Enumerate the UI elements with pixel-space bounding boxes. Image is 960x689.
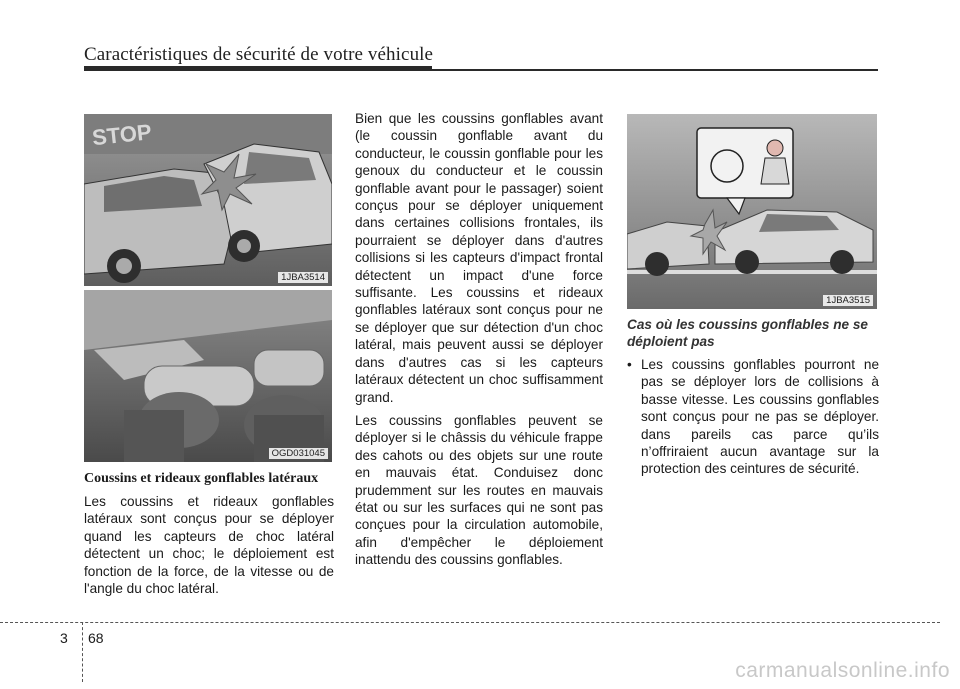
left-text-column [84, 470, 334, 603]
figure-code: 1JBA3515 [823, 295, 873, 306]
page-number: 68 [88, 630, 104, 646]
footer-rule [0, 622, 940, 623]
header-rule-thin [432, 69, 878, 71]
rear-collision-photo [627, 114, 877, 309]
body-paragraph: Les coussins et rideaux gonflables latéraux sont conçus pour se déployer quand les capteurs de choc latéral détectent un choc; le déploiement est fonction de la force, de la vitesse ou de l'angle du choc latéral. [84, 494, 334, 597]
bullet-item [627, 356, 879, 478]
figure-code: OGD031045 [269, 448, 328, 459]
page-header-title: Caractéristiques de sécurité de votre véhicule [84, 44, 434, 65]
header-rule-thick [84, 66, 432, 71]
rear-collision-illustration [627, 114, 877, 309]
chapter-number: 3 [60, 630, 68, 646]
body-paragraph: Les coussins gonflables peuvent se déployer si le châssis du véhicule frappe des cahots ou des objets sur une route en mauvais état. Conduisez donc prudemment sur les routes en mauvais état ou sur les surfaces qui ne sont pas conçues pour la circulation automobile, afin d'empêcher le déploiement inattendu des coussins gonflables. [355, 412, 603, 568]
road-stop-marking: STOP [90, 119, 153, 151]
figure-code: 1JBA3514 [278, 272, 328, 283]
interior-airbag-photo [84, 290, 332, 462]
section-heading: Cas où les coussins gonflables ne se déploient pas [627, 317, 868, 349]
collision-illustration [84, 114, 332, 286]
bullet-text: Les coussins gonflables pourront ne pas se déployer lors de collisions à basse vitesse. Les coussins gonflables sont conçus pour ne pas se déployer. dans pareils cas parce qu’ils n’offriraient aucun avantage sur la protection des ceintures de sécurité. [641, 357, 879, 477]
bullet-mark: • [627, 357, 632, 372]
collision-photo [84, 114, 332, 286]
watermark-text: carmanualsonline.info [735, 659, 950, 682]
interior-illustration [84, 290, 332, 462]
section-heading: Coussins et rideaux gonflables latéraux [84, 471, 319, 486]
middle-text-column [355, 110, 603, 575]
right-text-column [627, 316, 879, 478]
body-paragraph: Bien que les coussins gonflables avant (le coussin gonflable avant du conducteur, le coussin gonflable pour les genoux du conducteur et le coussin gonflable avant pour le passager) soient conçus pour se déployer uniquement dans certaines collisions frontales, ils pourraient se déployer dans d'autres collisions si les capteurs d'impact frontal détectent un impact d'une force suffisante. Les coussins et rideaux gonflables latéraux sont conçus pour ne se déployer que sur détection d'un choc latéral, mais peuvent aussi se déployer dans d'autres cas si les capteurs latéraux détectent un choc suffisamment grand. [355, 111, 603, 405]
footer-divider [82, 622, 83, 682]
